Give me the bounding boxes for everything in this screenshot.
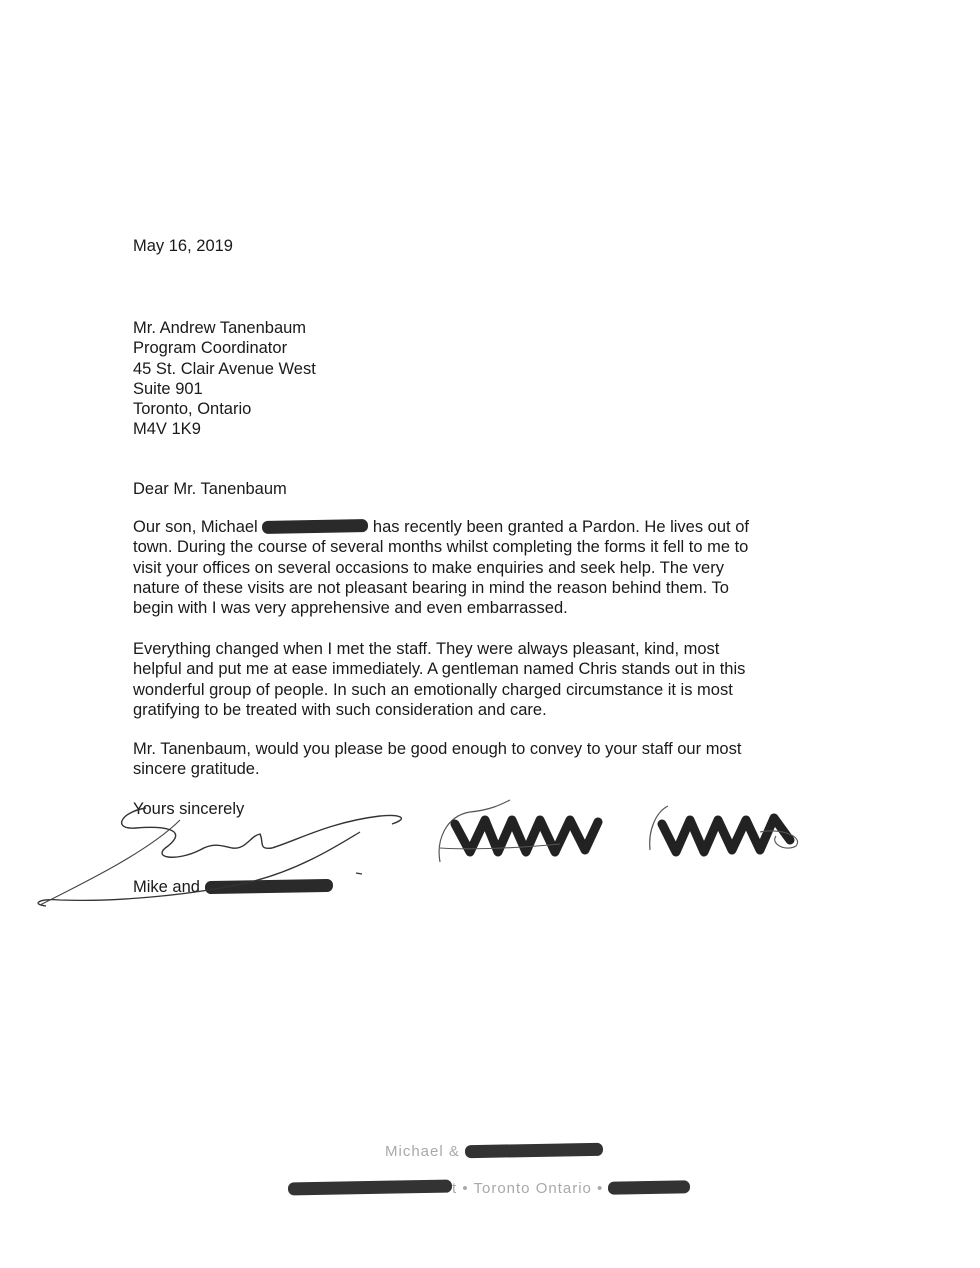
paragraph-text: Our son, Michael — [133, 518, 258, 536]
paragraph-line: Mr. Tanenbaum, would you please be good enough to convey to your staff our most — [133, 740, 742, 758]
footer-address — [288, 1180, 690, 1197]
paragraph-text: has recently been granted a Pardon. He lives out of — [368, 518, 749, 536]
paragraph-line: helpful and put me at ease immediately. A gentleman named Chris stands out in this — [133, 660, 746, 679]
footer-address-text: t — [452, 1180, 458, 1197]
letter-date: May 16, 2019 — [133, 237, 233, 255]
address-line: Suite 901 — [133, 379, 203, 398]
redaction-mark — [608, 1180, 690, 1194]
paragraph-line: nature of these visits are not pleasant bearing in mind the reason behind them. To — [133, 578, 729, 597]
address-line: Program Coordinator — [133, 339, 288, 358]
address-line: Mr. Andrew Tanenbaum — [133, 319, 307, 337]
salutation: Dear Mr. Tanenbaum — [133, 480, 287, 498]
paragraph-line: town. During the course of several months whilst completing the forms it fell to me to — [133, 538, 749, 557]
paragraph-line: Everything changed when I met the staff. They were always pleasant, kind, most — [133, 640, 720, 658]
footer-name-text: Michael & — [385, 1143, 460, 1160]
footer-city-text: • Toronto Ontario • — [462, 1180, 604, 1197]
redaction-mark — [288, 1180, 452, 1196]
paragraph-line: gratifying to be treated with such consideration and care. — [133, 700, 547, 719]
paragraph-line: wonderful group of people. In such an emotionally charged circumstance it is most — [133, 680, 733, 699]
address-line: 45 St. Clair Avenue West — [133, 359, 316, 378]
address-line: M4V 1K9 — [133, 420, 201, 439]
closing: Yours sincerely — [133, 800, 245, 818]
paragraph-line: begin with I was very apprehensive and even embarrassed. — [133, 599, 568, 618]
address-line: Toronto, Ontario — [133, 400, 252, 419]
paragraph-line: sincere gratitude. — [133, 760, 260, 779]
footer-name — [385, 1143, 603, 1160]
signoff-text: Mike and — [133, 878, 200, 896]
redaction-mark — [465, 1143, 603, 1158]
paragraph-line: visit your offices on several occasions to make enquiries and seek help. The very — [133, 558, 724, 577]
